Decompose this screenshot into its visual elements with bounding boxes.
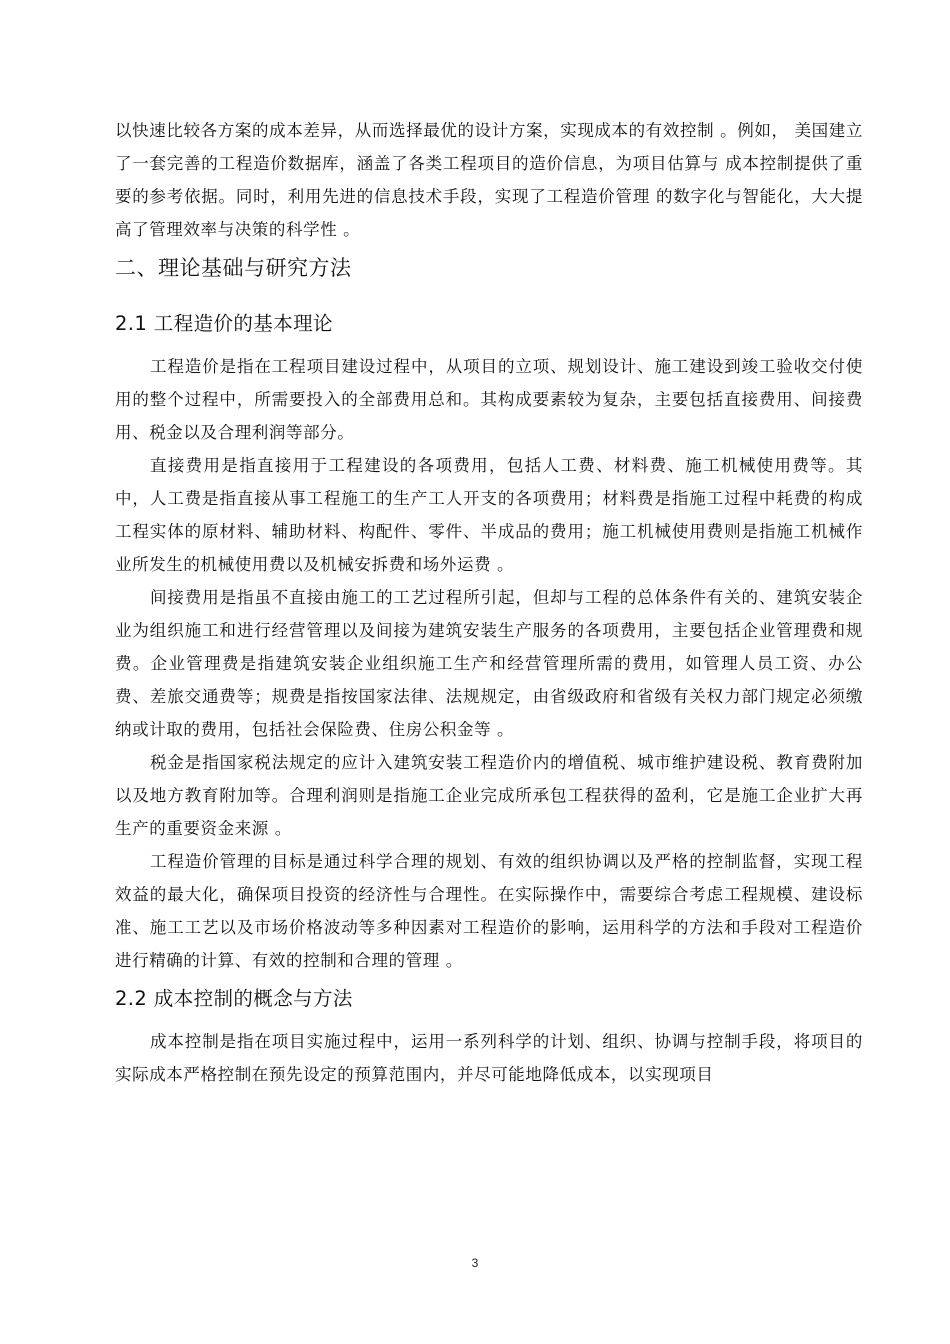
subsection-heading-2-2: 2.2 成本控制的概念与方法 — [115, 987, 353, 1010]
page-body — [115, 114, 863, 1091]
paragraph: 直接费用是指直接用于工程建设的各项费用，包括人工费、材料费、施工机械使用费等。其中，人工费是指直接从事工程施工的生产工人开支的各项费用；材料费是指施工过程中耗费的构成工程实体的原材料、辅助材料、构配件、零件、半成品的费用；施工机械使用费则是指施工机械作业所发生的机械使用费以及机械安拆费和场外运费 。 — [115, 456, 863, 574]
paragraph: 工程造价是指在工程项目建设过程中，从项目的立项、规划设计、施工建设到竣工验收交付使用的整个过程中，所需要投入的全部费用总和。其构成要素较为复杂，主要包括直接费用、间接费用、税金以及合理利润等部分。 — [115, 357, 863, 442]
paragraph: 间接费用是指虽不直接由施工的工艺过程所引起，但却与工程的总体条件有关的、建筑安装企业为组织施工和进行经营管理以及间接为建筑安装生产服务的各项费用，主要包括企业管理费和规费。企业管理费是指建筑安装企业组织施工生产和经营管理所需的费用，如管理人员工资、办公费、差旅交通费等；规费是指按国家法律、法规规定，由省级政府和省级有关权力部门规定必须缴纳或计取的费用，包括社会保险费、住房公积金等 。 — [115, 588, 863, 739]
page-number: 3 — [471, 1256, 479, 1270]
section-heading: 二、理论基础与研究方法 — [115, 256, 352, 280]
subsection-heading-2-1: 2.1 工程造价的基本理论 — [115, 312, 333, 335]
paragraph: 成本控制是指在项目实施过程中，运用一系列科学的计划、组织、协调与控制手段，将项目的实际成本严格控制在预先设定的预算范围内，并尽可能地降低成本，以实现项目 — [115, 1032, 863, 1084]
paragraph: 税金是指国家税法规定的应计入建筑安装工程造价内的增值税、城市维护建设税、教育费附加以及地方教育附加等。合理利润则是指施工企业完成所承包工程获得的盈利，它是施工企业扩大再生产的重要资金来源 。 — [115, 753, 863, 838]
paragraph: 工程造价管理的目标是通过科学合理的规划、有效的组织协调以及严格的控制监督，实现工程效益的最大化，确保项目投资的经济性与合理性。在实际操作中，需要综合考虑工程规模、建设标准、施工工艺以及市场价格波动等多种因素对工程造价的影响，运用科学的方法和手段对工程造价进行精确的计算、有效的控制和合理的管理 。 — [115, 852, 863, 970]
intro-paragraph: 以快速比较各方案的成本差异，从而选择最优的设计方案，实现成本的有效控制 。例如， 美国建立了一套完善的工程造价数据库，涵盖了各类工程项目的造价信息，为项目估算与 成本控制提供了重要的参考依据。同时，利用先进的信息技术手段，实现了工程造价管理 的数字化与智能化，大大提高了管理效率与决策的科学性 。 — [115, 121, 863, 239]
